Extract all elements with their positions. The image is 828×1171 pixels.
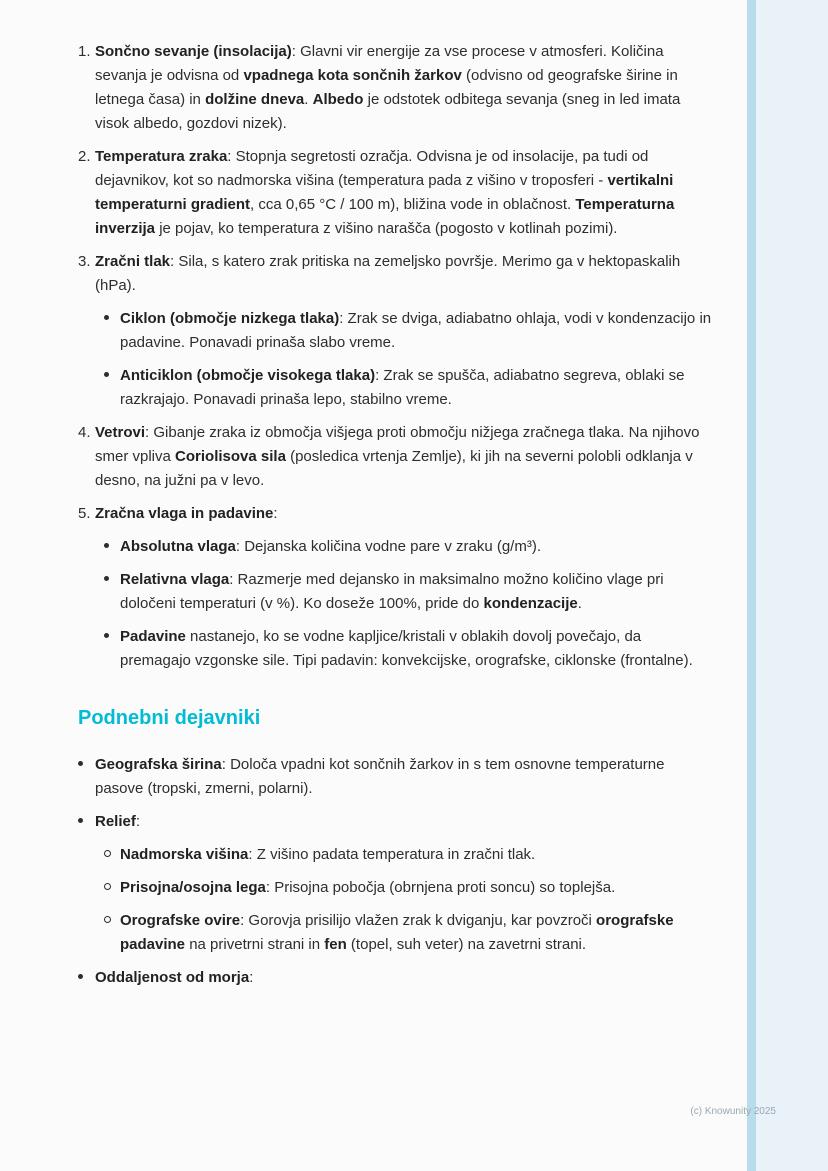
disc-bullet-icon: [104, 372, 109, 377]
list-item: [78, 966, 713, 990]
numbered-item: [78, 421, 713, 493]
paragraph-text: Relativna vlaga: Razmerje med dejansko in maksimalno možno količino vlage pri določeni temperaturi (v %). Ko doseže 100%, pride do kondenzacije.: [120, 571, 664, 612]
bullet-marker: [104, 568, 120, 592]
list-number: 5.: [78, 505, 91, 522]
list-number: 3.: [78, 253, 91, 270]
list-item: [104, 307, 713, 355]
list-item: [104, 568, 713, 616]
paragraph-text: Prisojna/osojna lega: Prisojna pobočja (obrnjena proti soncu) so toplejša.: [120, 879, 616, 896]
bullet-marker: [78, 810, 95, 834]
list-item: [104, 843, 713, 867]
paragraph-text: Absolutna vlaga: Dejanska količina vodne pare v zraku (g/m³).: [120, 538, 541, 555]
numbered-item: [78, 40, 713, 136]
list-item: [78, 753, 713, 801]
bullet-marker: [104, 909, 120, 933]
paragraph-text: Oddaljenost od morja:: [95, 969, 254, 986]
watermark: (c) Knowunity 2025: [690, 1106, 776, 1117]
paragraph-text: Temperatura zraka: Stopnja segretosti ozračja. Odvisna je od insolacije, pa tudi od dejavnikov, kot so nadmorska višina (temperatura pada z višino v troposferi - vertikalni temperaturni gradient, cca 0,65 °C / 100 m), bližina vode in oblačnost. Temperaturna inverzija je pojav, ko temperatura z višino narašča (pogosto v kotlinah pozimi).: [95, 148, 675, 237]
circle-bullet-icon: [104, 850, 111, 857]
section-heading: Podnebni dejavniki: [78, 707, 261, 729]
paragraph-text: Padavine nastanejo, ko se vodne kapljice/kristali v oblakih dovolj povečajo, da premagajo vzgonske sile. Tipi padavin: konvekcijske, orografske, ciklonske (frontalne).: [120, 628, 693, 669]
bullet-marker: [104, 364, 120, 388]
list-item: [78, 810, 713, 834]
bullet-marker: [78, 753, 95, 777]
paragraph-text: Ciklon (območje nizkega tlaka): Zrak se dviga, adiabatno ohlaja, vodi v kondenzacijo in padavine. Ponavadi prinaša slabo vreme.: [120, 310, 712, 351]
list-number: 4.: [78, 424, 91, 441]
bullet-marker: [104, 535, 120, 559]
circle-bullet-icon: [104, 883, 111, 890]
paragraph-text: Sončno sevanje (insolacija): Glavni vir energije za vse procese v atmosferi. Količina sevanja je odvisna od vpadnega kota sončnih žarkov (odvisno od geografske širine in letnega časa) in dolžine dneva. Albedo je odstotek odbitega sevanja (sneg in led imata visok albedo, gozdovi nizek).: [95, 43, 681, 132]
disc-bullet-icon: [104, 633, 109, 638]
disc-bullet-icon: [78, 761, 83, 766]
list-item: [104, 625, 713, 673]
bullet-marker: [78, 966, 95, 990]
list-number: 1.: [78, 43, 91, 60]
list-item: [104, 535, 713, 559]
disc-bullet-icon: [104, 315, 109, 320]
list-item: [104, 364, 713, 412]
bullet-marker: [104, 876, 120, 900]
paragraph-text: Relief:: [95, 813, 141, 830]
bullet-marker: [104, 843, 120, 867]
disc-bullet-icon: [104, 576, 109, 581]
paragraph-text: Vetrovi: Gibanje zraka iz območja višjega proti območju nižjega zračnega tlaka. Na njihovo smer vpliva Coriolisova sila (posledica vrtenja Zemlje), ki jih na severni polobli odklanja v desno, na južni pa v levo.: [95, 424, 700, 489]
paragraph-text: Orografske ovire: Gorovja prisilijo vlažen zrak k dviganju, kar povzroči orografske padavine na privetrni strani in fen (topel, suh veter) na zavetrni strani.: [120, 912, 674, 953]
disc-bullet-icon: [78, 818, 83, 823]
list-item: [104, 909, 713, 957]
numbered-item: [78, 502, 713, 526]
paragraph-text: Nadmorska višina: Z višino padata temperatura in zračni tlak.: [120, 846, 536, 863]
bullet-marker: [104, 307, 120, 331]
paragraph-text: Anticiklon (območje visokega tlaka): Zrak se spušča, adiabatno segreva, oblaki se razkrajajo. Ponavadi prinaša lepo, stabilno vreme.: [120, 367, 685, 408]
list-item: [104, 876, 713, 900]
paragraph-text: Zračni tlak: Sila, s katero zrak pritiska na zemeljsko površje. Merimo ga v hektopaskalih (hPa).: [95, 253, 681, 294]
numbered-item: [78, 145, 713, 241]
numbered-item: [78, 250, 713, 298]
list-number: 2.: [78, 148, 91, 165]
disc-bullet-icon: [78, 974, 83, 979]
paragraph-text: Zračna vlaga in padavine:: [95, 505, 278, 522]
bullet-marker: [104, 625, 120, 649]
paragraph-text: Geografska širina: Določa vpadni kot sončnih žarkov in s tem osnovne temperaturne pasove (tropski, zmerni, polarni).: [95, 756, 665, 797]
circle-bullet-icon: [104, 916, 111, 923]
disc-bullet-icon: [104, 543, 109, 548]
